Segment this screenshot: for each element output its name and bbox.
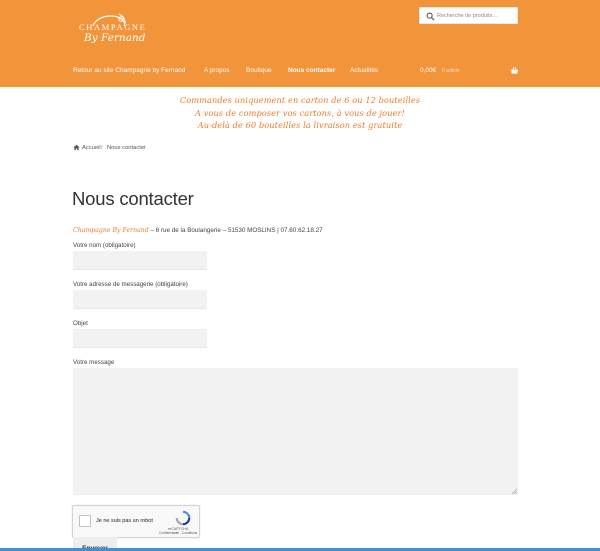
contact-address: – 6 rue de la Boulangerie – 51530 MOSLINS | 07.60.62.18.27 <box>148 227 323 234</box>
name-field[interactable] <box>73 251 207 270</box>
subject-label: Objet <box>73 320 88 327</box>
promo-line-2: A vous de composer vos cartons, à vous de jouer! <box>195 107 405 118</box>
search-input[interactable] <box>437 9 517 23</box>
promo-banner <box>0 94 600 132</box>
nav-item-retour-site[interactable]: Retour au site Champagne by Fernand <box>73 67 186 74</box>
logo-line-1: CHAMPAGNE <box>79 22 147 32</box>
basket-icon <box>510 66 519 75</box>
recaptcha-links[interactable]: Confidentialité - Conditions <box>159 531 198 535</box>
message-label: Votre message <box>73 359 115 366</box>
contact-info <box>73 219 323 234</box>
recaptcha-brand: reCAPTCHA <box>168 526 189 531</box>
promo-line-3: Au-delà de 60 bouteilles la livraison est gratuite <box>197 120 403 130</box>
search-icon <box>426 12 435 21</box>
nav-item-actualites[interactable]: Actualités <box>350 67 379 74</box>
email-label: Votre adresse de messagerie (obligatoire) <box>73 281 188 288</box>
breadcrumb-current: Nous contacter <box>107 144 146 151</box>
recaptcha-checkbox[interactable] <box>79 515 91 527</box>
site-header <box>0 0 600 87</box>
recaptcha-label: Je ne suis pas un robot <box>96 518 153 524</box>
breadcrumb-home-link[interactable]: Accueil <box>82 144 101 151</box>
product-search[interactable] <box>419 7 518 24</box>
email-field[interactable] <box>73 290 207 309</box>
site-logo[interactable] <box>77 10 147 50</box>
logo-line-2: By Fernand <box>84 32 146 44</box>
recaptcha-widget <box>72 505 200 538</box>
recaptcha-icon <box>174 510 192 526</box>
nav-item-boutique[interactable]: Boutique <box>246 67 272 74</box>
cart-amount: 0,00€ <box>420 67 437 74</box>
home-icon <box>73 144 80 151</box>
nav-item-nous-contacter[interactable]: Nous contacter <box>288 67 336 74</box>
breadcrumb-separator: / <box>101 144 103 151</box>
nav-item-a-propos[interactable]: A propos <box>204 67 230 74</box>
resize-grip-icon[interactable] <box>511 488 517 494</box>
page-title: Nous contacter <box>72 188 194 209</box>
message-textarea[interactable] <box>73 368 518 495</box>
cart-count: 0 article <box>442 67 460 74</box>
contact-brand: Champagne By Fernand <box>73 227 149 234</box>
subject-field[interactable] <box>73 329 207 348</box>
name-label: Votre nom (obligatoire) <box>73 242 136 249</box>
promo-line-1: Commandes uniquement en carton de 6 ou 12 bouteilles <box>179 95 421 105</box>
